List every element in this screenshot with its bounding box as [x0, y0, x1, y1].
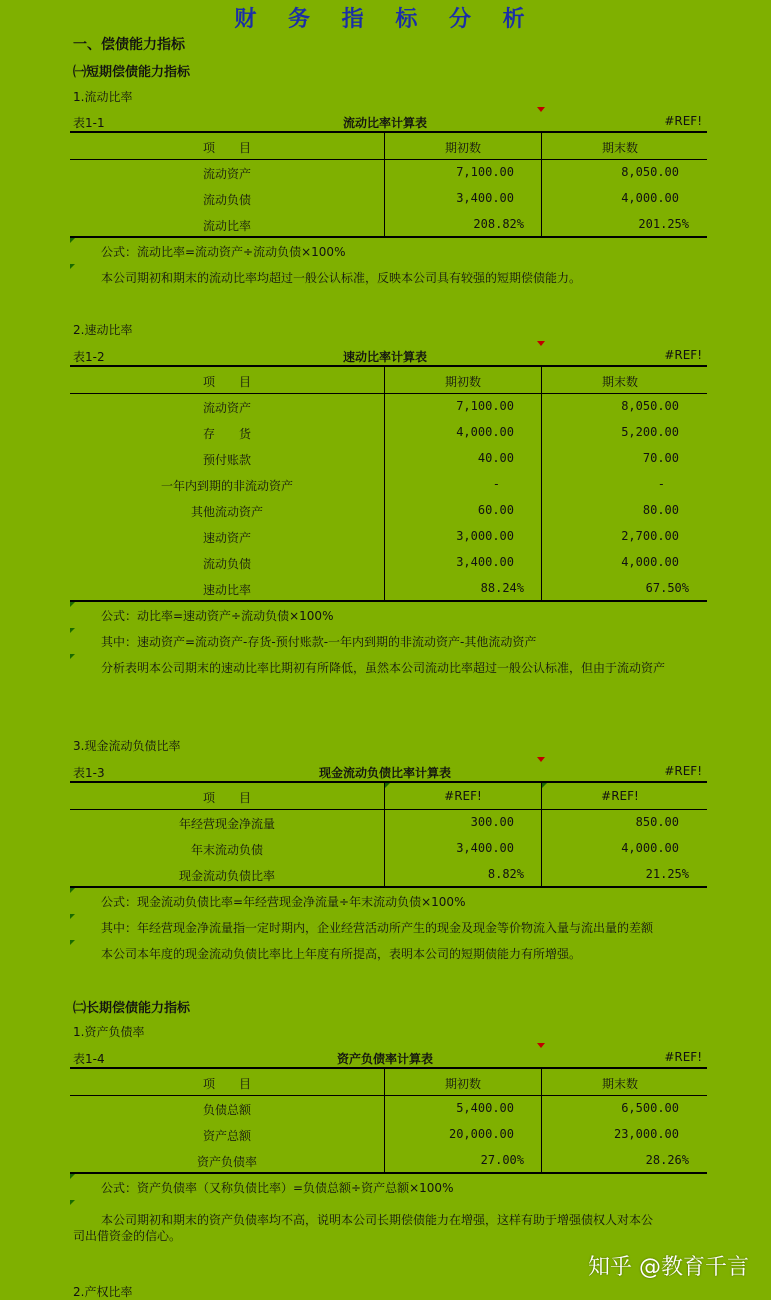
table-1-title: 流动比率计算表 [342, 116, 427, 130]
cell-marker-icon [70, 238, 75, 243]
label-quick-ratio: 2.速动比率 [73, 323, 133, 337]
table-cell: 资产总额 [202, 1129, 251, 1143]
table-cell: 201.25% [638, 217, 689, 231]
table-cell: 67.50% [645, 581, 689, 595]
table-cell: 4,000.00 [621, 191, 679, 205]
label-current-ratio: 1.流动比率 [73, 90, 133, 104]
label-equity-ratio: 2.产权比率 [73, 1285, 133, 1299]
table-cell: 流动负债 [202, 557, 251, 571]
table-4-title: 资产负债率计算表 [336, 1052, 433, 1066]
table-cell: 速动资产 [202, 531, 251, 545]
analysis-note: 本公司期初和期末的流动比率均超过一般公认标准，反映本公司具有较强的短期偿债能力。 [101, 271, 582, 285]
formula-note: 公式：资产负债率（又称负债比率）=负债总额÷资产总额×100% [101, 1181, 454, 1195]
table-header-item: 项 目 [202, 141, 251, 155]
table-cell: 5,200.00 [621, 425, 679, 439]
page-title: 财 务 指 标 分 析 [234, 6, 537, 32]
comment-marker-icon [537, 1043, 545, 1048]
comment-marker-icon [537, 341, 545, 346]
formula-note: 公式：动比率=速动资产÷流动负债×100% [101, 609, 334, 623]
table-cell: 20,000.00 [448, 1127, 514, 1141]
table-3-number: 表1-3 [73, 766, 105, 780]
table-2-number: 表1-2 [73, 350, 105, 364]
table-cell: 速动比率 [202, 583, 251, 597]
table-cell: 5,400.00 [456, 1101, 514, 1115]
table-cell: 年经营现金净流量 [178, 817, 275, 831]
table-cell: 负债总额 [202, 1103, 251, 1117]
table-border [70, 393, 707, 394]
table-cell: 3,400.00 [456, 555, 514, 569]
table-border [70, 809, 707, 810]
table-cell: 预付账款 [202, 453, 251, 467]
cell-marker-icon [70, 940, 75, 945]
table-2-title: 速动比率计算表 [342, 350, 427, 364]
definition-note: 其中：速动资产=流动资产-存货-预付账款-一年内到期的非流动资产-其他流动资产 [101, 635, 537, 649]
comment-marker-icon [537, 757, 545, 762]
table-cell: 流动负债 [202, 193, 251, 207]
table-1-number: 表1-1 [73, 116, 105, 130]
table-cell: 300.00 [470, 815, 514, 829]
analysis-note: 本公司期初和期末的资产负债率均不高，说明本公司长期偿债能力在增强，这样有助于增强债权人对本公 [101, 1213, 654, 1227]
subsection-heading-short: ㈠短期偿债能力指标 [73, 65, 191, 80]
table-cell: 88.24% [480, 581, 524, 595]
table-cell: 年末流动负债 [190, 843, 263, 857]
formula-note: 公式：现金流动负债比率=年经营现金净流量÷年末流动负债×100% [101, 895, 466, 909]
table-header-item: 项 目 [202, 375, 251, 389]
table-3-ref: #REF! [664, 764, 702, 778]
table-header-end: #REF! [601, 789, 639, 803]
table-header-begin: 期初数 [444, 1077, 481, 1091]
formula-note: 公式：流动比率=流动资产÷流动负债×100% [101, 245, 346, 259]
watermark: 知乎 @教育千言 [588, 1255, 749, 1280]
table-border [70, 600, 707, 602]
table-cell: 80.00 [642, 503, 679, 517]
table-cell: 4,000.00 [456, 425, 514, 439]
subsection-heading-long: ㈡长期偿债能力指标 [73, 1001, 191, 1016]
table-header-begin: 期初数 [444, 141, 481, 155]
table-border [70, 1067, 707, 1069]
table-cell: 资产负债率 [196, 1155, 257, 1169]
cell-marker-icon [70, 1200, 75, 1205]
table-header-begin: 期初数 [444, 375, 481, 389]
table-cell: 8.82% [487, 867, 524, 881]
cell-marker-icon [70, 654, 75, 659]
table-cell: 8,050.00 [621, 399, 679, 413]
analysis-note: 本公司本年度的现金流动负债比率比上年度有所提高，表明本公司的短期债能力有所增强。 [101, 947, 582, 961]
table-cell: 70.00 [642, 451, 679, 465]
table-cell: 40.00 [477, 451, 514, 465]
table-cell: 流动比率 [202, 219, 251, 233]
table-border [70, 1095, 707, 1096]
table-1-ref: #REF! [664, 114, 702, 128]
table-cell: 850.00 [635, 815, 679, 829]
table-cell: 208.82% [473, 217, 524, 231]
table-2-ref: #REF! [664, 348, 702, 362]
cell-marker-icon [70, 628, 75, 633]
table-cell: 23,000.00 [613, 1127, 679, 1141]
section-heading: 一、偿债能力指标 [73, 37, 185, 53]
table-cell: - [492, 477, 500, 491]
table-cell: 8,050.00 [621, 165, 679, 179]
comment-marker-icon [537, 107, 545, 112]
table-4-number: 表1-4 [73, 1052, 105, 1066]
table-cell: 流动资产 [202, 167, 251, 181]
table-cell: 6,500.00 [621, 1101, 679, 1115]
table-cell: 7,100.00 [456, 165, 514, 179]
table-cell: 3,000.00 [456, 529, 514, 543]
cell-marker-icon [70, 602, 75, 607]
table-border [70, 159, 707, 160]
table-header-end: 期末数 [601, 1077, 638, 1091]
label-debt-ratio: 1.资产负债率 [73, 1025, 145, 1039]
table-border [70, 1172, 707, 1174]
table-border [70, 236, 707, 238]
cell-marker-icon [70, 888, 75, 893]
analysis-note-cont: 司出借资金的信心。 [73, 1229, 182, 1243]
table-header-item: 项 目 [202, 791, 251, 805]
cell-marker-icon [70, 264, 75, 269]
cell-marker-icon [70, 1174, 75, 1179]
table-border [70, 886, 707, 888]
table-border [70, 365, 707, 367]
table-cell: 2,700.00 [621, 529, 679, 543]
table-cell: 27.00% [480, 1153, 524, 1167]
table-4-ref: #REF! [664, 1050, 702, 1064]
table-cell: 4,000.00 [621, 841, 679, 855]
table-cell: 3,400.00 [456, 841, 514, 855]
table-cell: 4,000.00 [621, 555, 679, 569]
table-header-end: 期末数 [601, 141, 638, 155]
cell-marker-icon [385, 783, 390, 788]
table-cell: - [657, 477, 665, 491]
table-cell: 7,100.00 [456, 399, 514, 413]
table-cell: 现金流动负债比率 [178, 869, 275, 883]
table-cell: 一年内到期的非流动资产 [160, 479, 293, 493]
analysis-note: 分析表明本公司期末的速动比率比期初有所降低，虽然本公司流动比率超过一般公认标准，但由于流动资产 [101, 661, 666, 675]
table-cell: 3,400.00 [456, 191, 514, 205]
table-header-end: 期末数 [601, 375, 638, 389]
table-border [70, 131, 707, 133]
table-header-begin: #REF! [444, 789, 482, 803]
table-cell: 流动资产 [202, 401, 251, 415]
table-cell: 其他流动资产 [190, 505, 263, 519]
cell-marker-icon [70, 914, 75, 919]
table-3-title: 现金流动负债比率计算表 [318, 766, 451, 780]
table-cell: 60.00 [477, 503, 514, 517]
definition-note: 其中：年经营现金净流量指一定时期内，企业经营活动所产生的现金及现金等价物流入量与流出量的差额 [101, 921, 654, 935]
table-header-item: 项 目 [202, 1077, 251, 1091]
label-cash-ratio: 3.现金流动负债比率 [73, 739, 181, 753]
table-cell: 21.25% [645, 867, 689, 881]
table-cell: 存 货 [202, 427, 251, 441]
cell-marker-icon [542, 783, 547, 788]
table-cell: 28.26% [645, 1153, 689, 1167]
